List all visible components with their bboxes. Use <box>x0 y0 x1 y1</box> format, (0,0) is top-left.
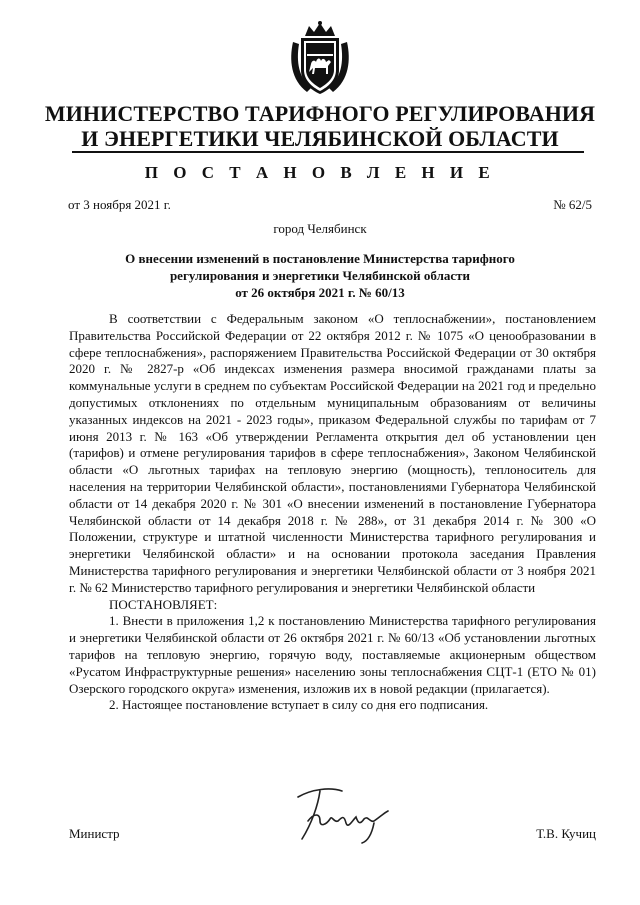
document-number: № 62/5 <box>553 197 592 212</box>
document-city: город Челябинск <box>273 221 367 236</box>
coat-of-arms-icon <box>287 20 353 98</box>
signer-role: Министр <box>69 826 120 841</box>
ministry-name <box>40 101 600 151</box>
document-type: П О С Т А Н О В Л Е Н И Е <box>144 163 496 182</box>
decree-word: ПОСТАНОВЛЯЕТ: <box>109 596 218 612</box>
item-1-paragraph: 1. Внести в приложения 1,2 к постановлению Министерства тарифного регулирования и энергетики Челябинской области от 26 октября 2021 г. № 60/13 «Об установлении льготных тарифов на тепловую энергию, горячую воду, поставляемые акционерным обществом «Русатом Инфраструктурные решения» населению зоны теплоснабжения СЦТ-1 (ЕТО № 01) Озерского городского округа» изменения, изложив их в новой редакции (прилагается). <box>69 613 596 696</box>
title-line2: регулирования и энергетики Челябинской области <box>169 268 471 283</box>
handwritten-signature <box>290 783 412 845</box>
title-line3: от 26 октября 2021 г. № 60/13 <box>235 285 405 300</box>
header-divider <box>72 151 584 153</box>
document-title <box>90 250 550 301</box>
item-2-paragraph: 2. Настоящее постановление вступает в силу со дня его подписания. <box>109 697 489 713</box>
preamble-paragraph: В соответствии с Федеральным законом «О теплоснабжении», постановлением Правительства Российской Федерации от 22 октября 2012 г. № 1075 «О ценообразовании в сфере теплоснабжения», распоряжением Правительства Российской Федерации от 30 октября 2020 г. № 2827-р «Об индексах изменения размера вносимой гражданами платы за коммунальные услуги в среднем по субъектам Российской Федерации на 2021 год и предельно допустимых отклонениях по отдельным муниципальным образованиям от величины указанных индексов на 2021 - 2023 годы», приказом Федеральной службы по тарифам от 7 июня 2013 г. № 163 «Об утверждении Регламента открытия дел об установлении цен (тарифов) и отмене регулирования тарифов в сфере теплоснабжения», Законом Челябинской области «О льготных тарифах на тепловую энергию (мощность), теплоноситель для населения на территории Челябинской области», постановлениями Губернатора Челябинской области от 14 декабря 2020 г. № 301 «О внесении изменений в постановление Губернатора Челябинской области от 14 декабря 2018 г. № 288», от 31 декабря 2014 г. № 300 «О Положении, структуре и штатной численности Министерства тарифного регулирования и энергетики Челябинской области» и на основании протокола заседания Правления Министерства тарифного регулирования и энергетики Челябинской области от 3 ноября 2021 г. № 62 Министерство тарифного регулирования и энергетики Челябинской области <box>69 311 596 595</box>
ministry-name-line1: МИНИСТЕРСТВО ТАРИФНОГО РЕГУЛИРОВАНИЯ <box>44 101 596 126</box>
signer-name: Т.В. Кучиц <box>536 826 596 841</box>
title-line1: О внесении изменений в постановление Министерства тарифного <box>125 251 515 266</box>
document-date: от 3 ноября 2021 г. <box>68 197 171 212</box>
document-body <box>69 311 596 714</box>
ministry-name-line2: И ЭНЕРГЕТИКИ ЧЕЛЯБИНСКОЙ ОБЛАСТИ <box>81 126 559 151</box>
